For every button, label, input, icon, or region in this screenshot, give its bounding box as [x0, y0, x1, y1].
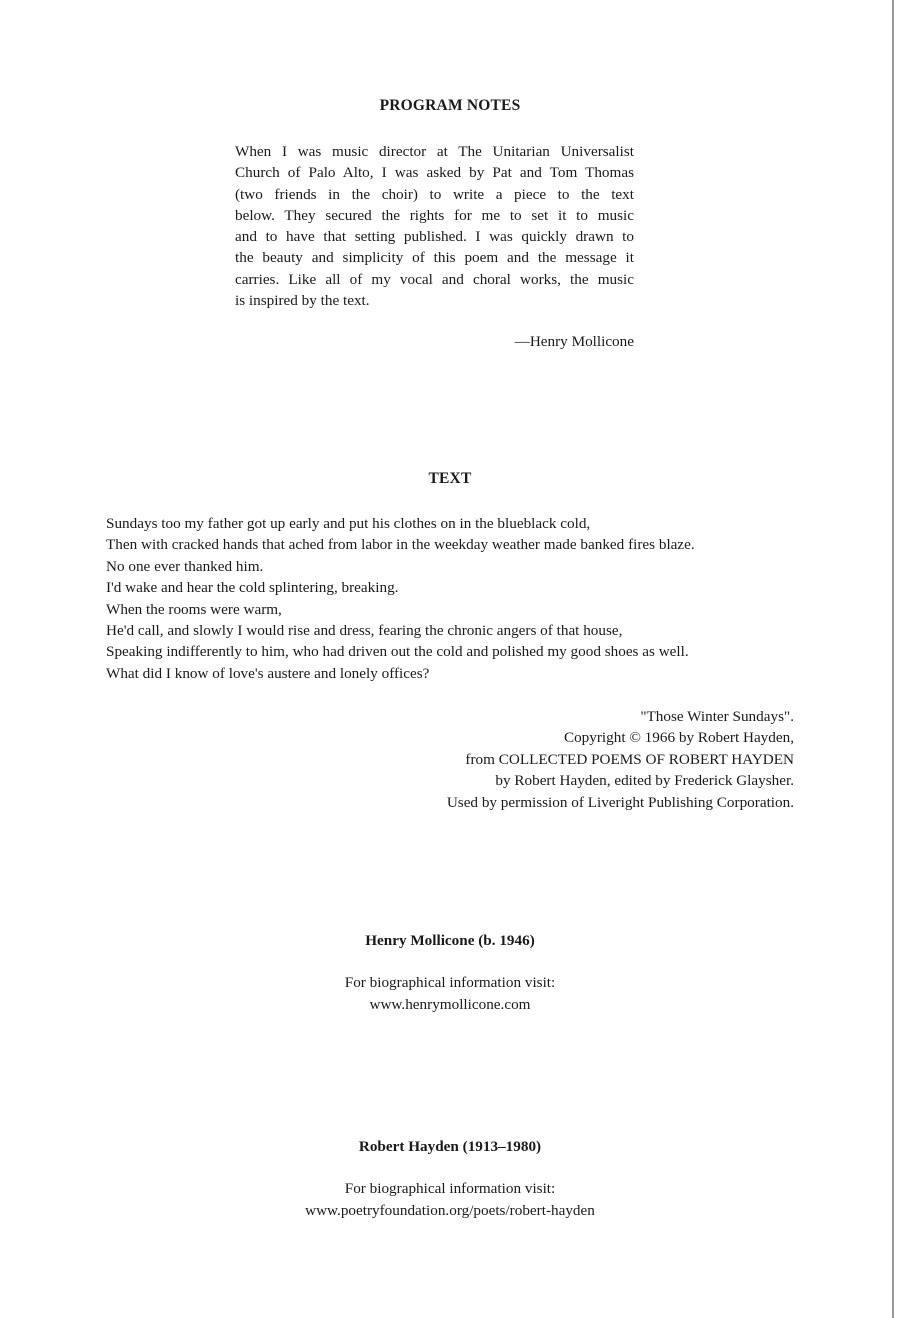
program-notes-body	[235, 141, 634, 311]
credit-line: "Those Winter Sundays".	[640, 708, 794, 725]
poem-line: Speaking indifferently to him, who had driven out the cold and polished my good shoes as well.	[106, 643, 689, 661]
poem-line: Sundays too my father got up early and put his clothes on in the blueblack cold,	[106, 515, 591, 532]
program-notes-line: below. They secured the rights for me to set it to music	[235, 206, 634, 224]
poem-line: He'd call, and slowly I would rise and dress, fearing the chronic angers of that house,	[106, 622, 623, 640]
credit-line: Copyright © 1966 by Robert Hayden,	[563, 729, 794, 747]
program-notes-signature: —Henry Mollicone	[514, 333, 634, 350]
poem-line: What did I know of love's austere and lonely offices?	[106, 664, 430, 682]
program-notes-line: and to have that setting published. I was quickly drawn to	[235, 228, 634, 246]
program-notes-line: carries. Like all of my vocal and choral works, the music	[235, 270, 634, 288]
poem-line: I'd wake and hear the cold splintering, breaking.	[106, 579, 399, 597]
bio-url: www.poetryfoundation.org/poets/robert-hayden	[305, 1201, 595, 1219]
poem-line: Then with cracked hands that ached from labor in the weekday weather made banked fires blaze.	[106, 536, 695, 554]
program-notes-line: is inspired by the text.	[235, 292, 370, 310]
program-notes-line: (two friends in the choir) to write a piece to the text	[235, 185, 634, 203]
program-notes-line: When I was music director at The Unitarian Universalist	[235, 143, 634, 160]
program-notes-line: Church of Palo Alto, I was asked by Pat and Tom Thomas	[235, 164, 634, 182]
bio-name: Henry Mollicone (b. 1946)	[365, 932, 535, 949]
poem-line: No one ever thanked him.	[106, 557, 264, 575]
bio-name: Robert Hayden (1913–1980)	[358, 1138, 542, 1155]
bio-url: www.henrymollicone.com	[369, 995, 531, 1013]
bio-label: For biographical information visit:	[344, 1179, 556, 1197]
copyright-credits	[300, 706, 794, 813]
text-heading: TEXT	[428, 470, 472, 487]
poem-line: When the rooms were warm,	[106, 600, 282, 618]
credit-line: by Robert Hayden, edited by Frederick Glaysher.	[495, 772, 794, 790]
bio-robert-hayden	[0, 1136, 900, 1221]
bio-label: For biographical information visit:	[344, 973, 556, 991]
poem-text	[106, 513, 806, 684]
credit-line: Used by permission of Liveright Publishing Corporation.	[446, 793, 794, 811]
page-edge-border	[892, 0, 894, 1318]
credit-line: from COLLECTED POEMS OF ROBERT HAYDEN	[465, 750, 794, 768]
program-notes-line: the beauty and simplicity of this poem and the message it	[235, 249, 634, 267]
program-notes-heading: PROGRAM NOTES	[379, 97, 521, 114]
bio-henry-mollicone	[0, 930, 900, 1015]
